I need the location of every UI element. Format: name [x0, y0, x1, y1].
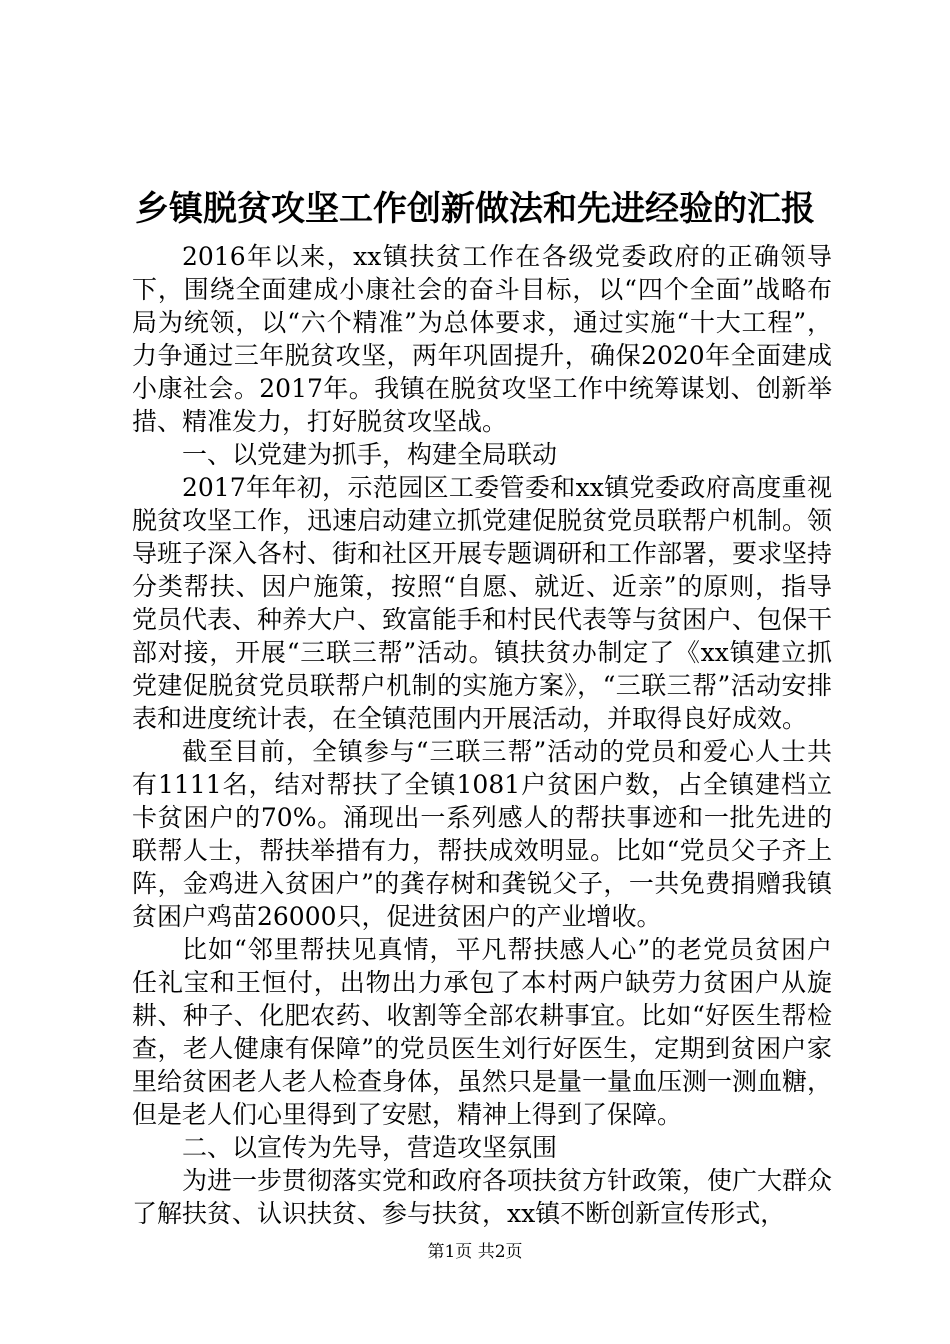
paragraph: 截至目前，全镇参与“三联三帮”活动的党员和爱心人士共有1111名，结对帮扶了全镇1081户贫困户数，占全镇建档立卡贫困户的70%。涌现出一系列感人的帮扶事迹和一批先进的联帮人士，帮扶举措有力，帮扶成效明显。比如“党员父子齐上阵，金鸡进入贫困户”的龚存树和龚锐父子，一共免费捐赠我镇贫困户鸡苗26000只，促进贫困户的产业增收。	[132, 737, 832, 931]
section-heading: 一、以党建为抓手，构建全局联动	[182, 440, 558, 469]
paragraph: 2017年年初，示范园区工委管委和xx镇党委政府高度重视脱贫攻坚工作，迅速启动建立抓党建促脱贫党员联帮户机制。领导班子深入各村、街和社区开展专题调研和工作部署，要求坚持分类帮扶、因户施策，按照“自愿、就近、近亲”的原则，指导党员代表、种养大户、致富能手和村民代表等与贫困户、包保干部对接，开展“三联三帮”活动。镇扶贫办制定了《xx镇建立抓党建促脱贫党员联帮户机制的实施方案》，“三联三帮”活动安排表和进度统计表，在全镇范围内开展活动，并取得良好成效。	[132, 473, 833, 733]
document-title: 乡镇脱贫攻坚工作创新做法和先进经验的汇报	[135, 189, 815, 229]
section-heading: 二、以宣传为先导，营造攻坚氛围	[182, 1133, 558, 1162]
paragraph: 2016年以来，xx镇扶贫工作在各级党委政府的正确领导下，围绕全面建成小康社会的奋斗目标，以“四个全面”战略布局为统领，以“六个精准”为总体要求，通过实施“十大工程”，力争通过三年脱贫攻坚，两年巩固提升，确保2020年全面建成小康社会。2017年。我镇在脱贫攻坚工作中统筹谋划、创新举措、精准发力，打好脱贫攻坚战。	[132, 242, 832, 436]
page-footer: 第1页 共2页	[427, 1242, 523, 1262]
paragraph: 为进一步贯彻落实党和政府各项扶贫方针政策，使广大群众了解扶贫、认识扶贫、参与扶贫，xx镇不断创新宣传形式，	[132, 1166, 833, 1228]
paragraph: 比如“邻里帮扶见真情，平凡帮扶感人心”的老党员贫困户任礼宝和王恒付，出物出力承包了本村两户缺劳力贫困户从旋耕、种子、化肥农药、收割等全部农耕事宜。比如“好医生帮检查，老人健康有保障”的党员医生刘行好医生，定期到贫困户家里给贫困老人老人检查身体，虽然只是量一量血压测一测血糖，但是老人们心里得到了安慰，精神上得到了保障。	[132, 935, 833, 1129]
document-body	[132, 240, 832, 1230]
